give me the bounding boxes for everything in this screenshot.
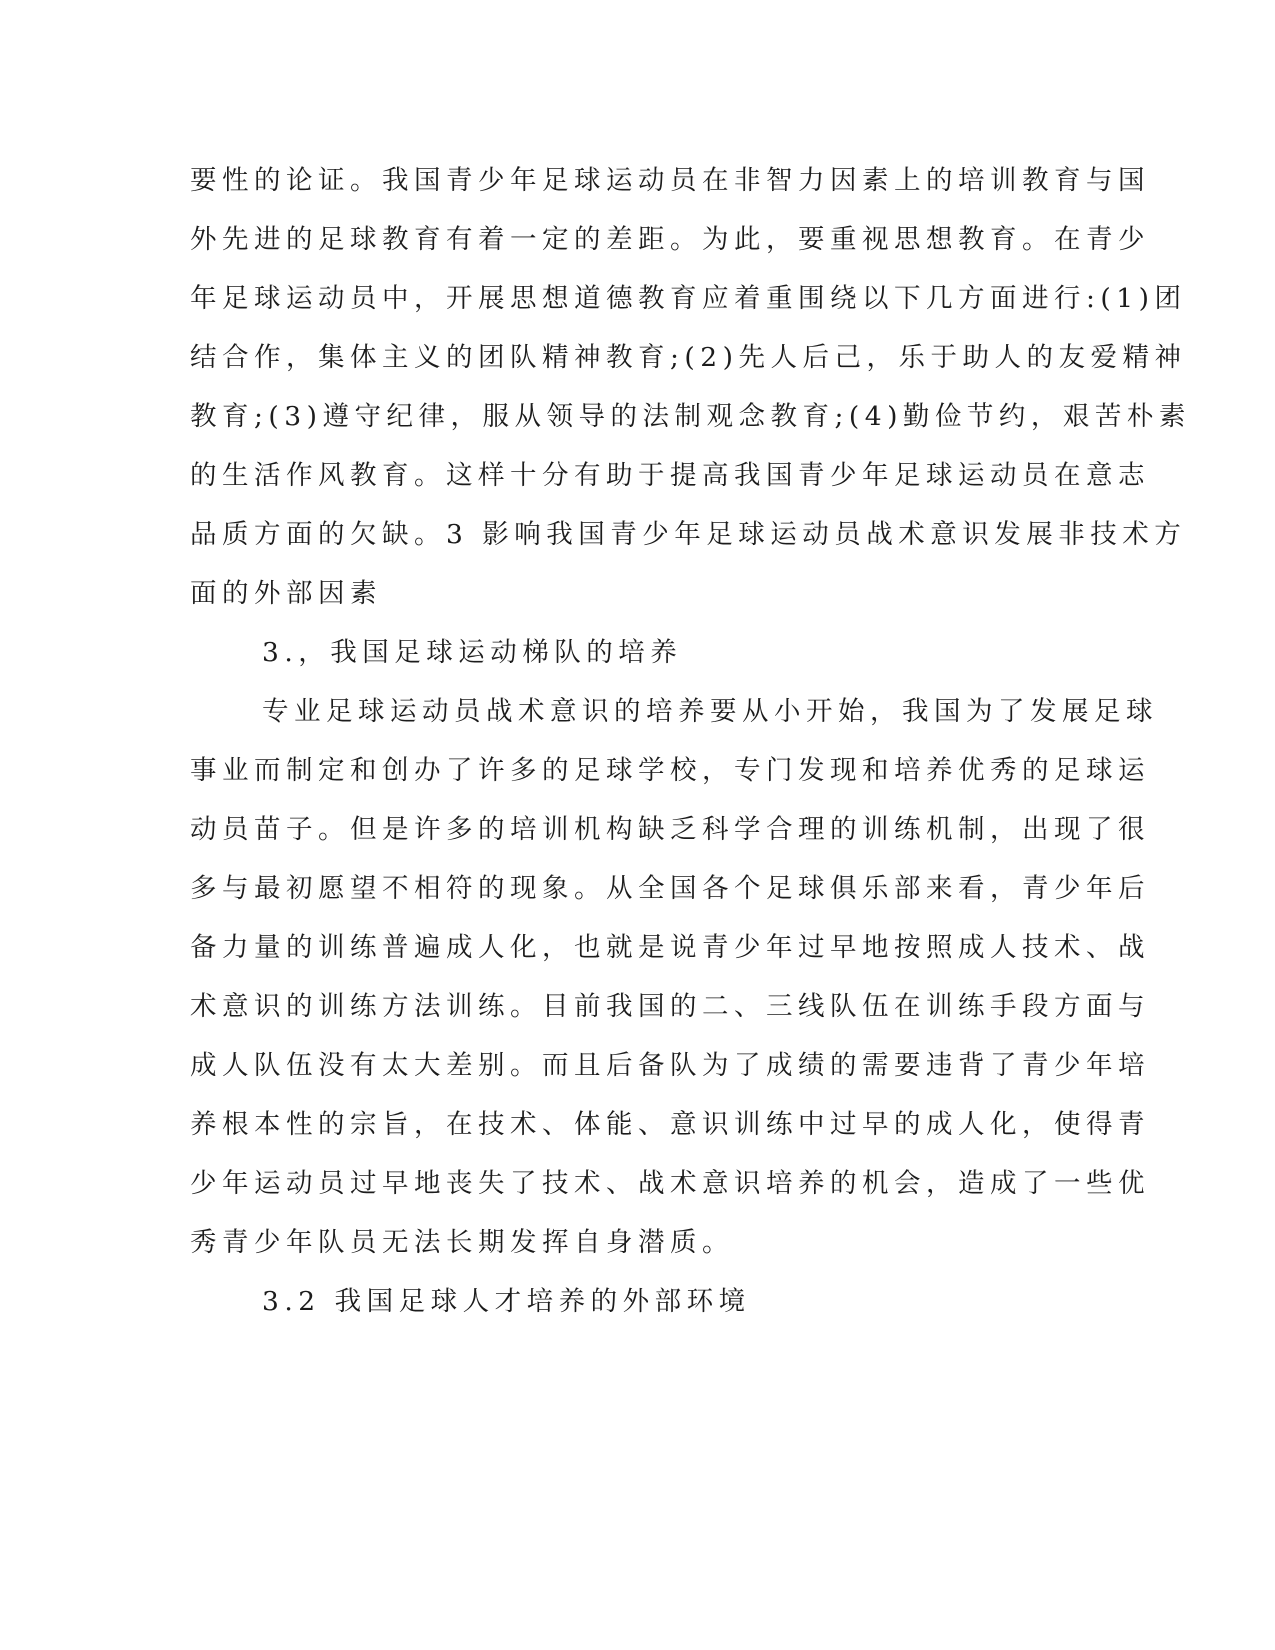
body-text-line: 面的外部因素: [190, 578, 382, 609]
body-text-line: 专业足球运动员战术意识的培养要从小开始，我国为了发展足球: [262, 696, 1158, 727]
body-text-line: 外先进的足球教育有着一定的差距。为此，要重视思想教育。在青少: [190, 224, 1150, 255]
body-text-line: 品质方面的欠缺。3 影响我国青少年足球运动员战术意识发展非技术方: [190, 519, 1187, 550]
section-heading: 3.2 我国足球人才培养的外部环境: [262, 1286, 751, 1317]
body-text-line: 多与最初愿望不相符的现象。从全国各个足球俱乐部来看，青少年后: [190, 873, 1150, 904]
body-text-line: 结合作，集体主义的团队精神教育;(2)先人后己，乐于助人的友爱精神: [190, 342, 1187, 373]
body-text-line: 年足球运动员中，开展思想道德教育应着重围绕以下几方面进行:(1)团: [190, 283, 1187, 314]
body-text-line: 事业而制定和创办了许多的足球学校，专门发现和培养优秀的足球运: [190, 755, 1150, 786]
body-text-line: 的生活作风教育。这样十分有助于提高我国青少年足球运动员在意志: [190, 460, 1150, 491]
body-text-line: 秀青少年队员无法长期发挥自身潜质。: [190, 1227, 734, 1258]
body-text-line: 少年运动员过早地丧失了技术、战术意识培养的机会，造成了一些优: [190, 1168, 1150, 1199]
body-text-line: 动员苗子。但是许多的培训机构缺乏科学合理的训练机制，出现了很: [190, 814, 1150, 845]
body-text-line: 养根本性的宗旨，在技术、体能、意识训练中过早的成人化，使得青: [190, 1109, 1150, 1140]
body-text-line: 术意识的训练方法训练。目前我国的二、三线队伍在训练手段方面与: [190, 991, 1150, 1022]
body-text-line: 成人队伍没有太大差别。而且后备队为了成绩的需要违背了青少年培: [190, 1050, 1150, 1081]
body-text-line: 备力量的训练普遍成人化，也就是说青少年过早地按照成人技术、战: [190, 932, 1150, 963]
section-heading: 3.，我国足球运动梯队的培养: [262, 637, 683, 668]
body-text-line: 教育;(3)遵守纪律，服从领导的法制观念教育;(4)勤俭节约，艰苦朴素: [190, 401, 1191, 432]
body-text-line: 要性的论证。我国青少年足球运动员在非智力因素上的培训教育与国: [190, 165, 1150, 196]
